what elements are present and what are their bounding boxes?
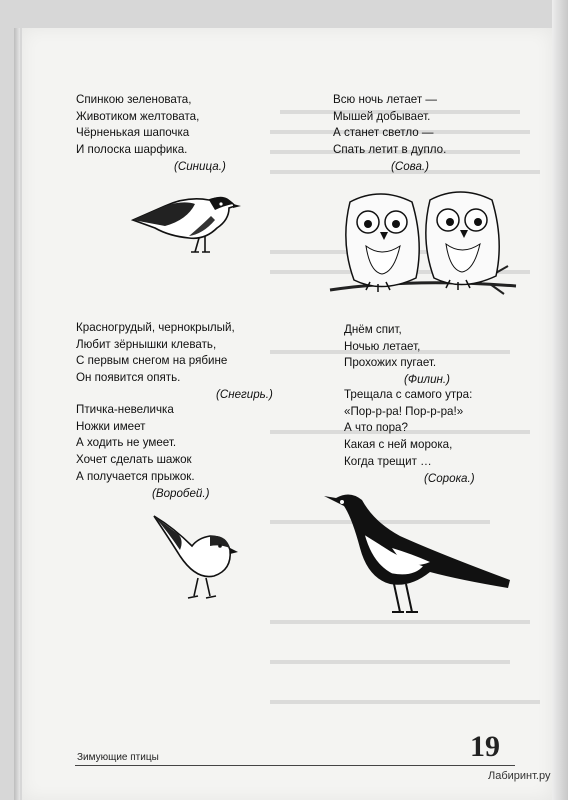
poem-line: И полоска шарфика. [76,143,188,157]
poem-line: Хочет сделать шажок [76,453,192,467]
poem-line: Чёрненькая шапочка [76,126,190,140]
owls-illustration [320,182,520,310]
poem-line: Красногрудый, чернокрылый, [76,321,235,334]
section-title: Зимующие птицы [77,752,159,763]
poem-line: Какая с ней морока, [344,438,453,452]
poem-line: А что пора? [344,421,408,435]
riddle-answer: (Сова.) [391,159,430,173]
riddle-answer: (Синица.) [174,159,226,173]
poem-sova [333,92,446,176]
poem-line: А ходить не умеет. [76,436,177,450]
scan-margin [552,0,568,800]
poem-line: Днём спит, [344,323,402,336]
poem-line: Он появится опять. [76,371,181,385]
poem-line: Ножки имеет [76,419,146,433]
riddle-answer: (Филин.) [404,373,450,387]
poem-line: Прохожих пугает. [344,356,437,370]
riddle-answer: (Снегирь.) [216,387,273,401]
poem-line: Птичка-невеличка [76,403,174,416]
poem-vorobey [76,402,209,502]
titmouse-illustration [125,180,245,260]
poem-line: С первым снегом на рябине [76,354,228,368]
riddle-answer: (Сорока.) [424,471,475,485]
poem-line: Трещала с самого утра: [344,388,473,401]
poem-line: Ночью летает, [344,339,421,353]
poem-line: Спать летит в дупло. [333,143,447,157]
poem-line: А станет светло — [333,126,434,140]
page-edge [14,28,20,800]
poem-sinitsa [76,92,226,176]
watermark-logo: Лабиринт.ру [488,770,551,782]
page-number: 19 [470,730,500,763]
sparrow-illustration [140,510,240,606]
poem-line: Любит зёрнышки клевать, [76,337,217,351]
riddle-answer: (Воробей.) [152,486,210,500]
poem-line: Спинкою зеленовата, [76,93,192,106]
footer-divider [75,765,515,766]
magpie-illustration [320,488,520,616]
poem-line: А получается прыжок. [76,469,195,483]
poem-line: «Пор-р-ра! Пор-р-ра!» [344,404,464,418]
poem-line: Животиком желтовата, [76,109,200,123]
poem-soroka [344,387,475,487]
poem-snegir [76,320,273,404]
poem-filin [344,322,450,389]
poem-line: Когда трещит … [344,454,432,468]
poem-line: Мышей добывает. [333,109,431,123]
poem-line: Всю ночь летает — [333,93,437,106]
